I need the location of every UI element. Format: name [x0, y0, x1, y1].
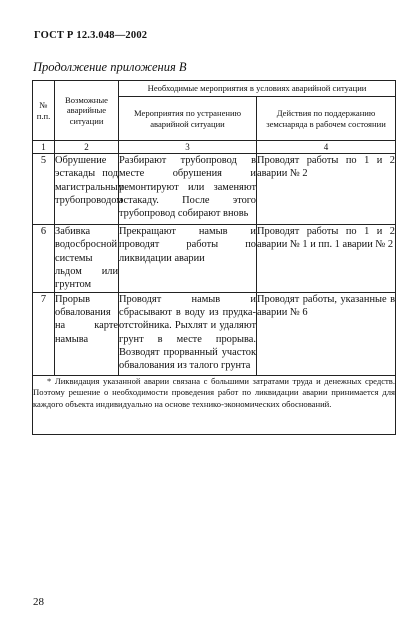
table-row: [33, 292, 396, 375]
row-maintenance: Проводят работы по 1 и 2 аварии № 1 и пп. 1 аварии № 2: [257, 225, 396, 293]
column-number: 3: [119, 141, 257, 154]
emergency-measures-table: [32, 80, 396, 435]
continuation-caption: Продолжение приложения В: [33, 60, 187, 74]
page-number: 28: [33, 596, 44, 608]
column-number: 1: [33, 141, 55, 154]
table-footnote: * Ликвидация указанной аварии связана с большими затратами труда и денежных средств. Поэтому решение о необходимости проведения работ по ликвидации аварии принимается для каждого объекта индивидуально на основе технико-экономических обоснований.: [33, 375, 396, 434]
column-number: 2: [55, 141, 119, 154]
row-situation: Забивка водосбросной системы льдом или грунтом: [55, 226, 118, 291]
column-number: 4: [257, 141, 396, 154]
table-row: [33, 154, 396, 225]
row-elimination: Разбирают трубопровод в месте обрушения и ремонтируют или заменяют эстакаду. После этого трубопровод собирают вновь: [119, 154, 257, 225]
table-row: [33, 225, 396, 293]
row-maintenance: Проводят работы по 1 и 2 аварии № 2: [257, 154, 396, 225]
header-measures-group: Необходимые мероприятия в условиях аварийной ситуации: [119, 81, 396, 97]
row-situation: Обрушение эстакады под магистральным трубопроводом: [55, 154, 119, 225]
document-code: ГОСТ Р 12.3.048—2002: [34, 30, 148, 41]
header-num: № п.п.: [33, 81, 55, 141]
row-num: 5: [33, 154, 55, 225]
header-situation: Возможные аварийные ситуации: [55, 81, 119, 141]
row-maintenance: Проводят работы, указанные в аварии № 6: [257, 292, 396, 375]
row-num: 6: [33, 225, 55, 293]
header-elimination: Мероприятия по устранению аварийной ситуации: [119, 97, 257, 141]
row-elimination: Прекращают намыв и проводят работы по ликвидации аварии: [119, 225, 257, 293]
row-num: 7: [33, 292, 55, 375]
row-elimination: Проводят намыв и сбрасывают в воду из прудка-отстойника. Рыхлят и удаляют грунт в месте прорыва. Возводят прорванный участок обвалования из талого грунта: [119, 292, 257, 375]
header-maintenance: Действия по поддержанию земснаряда в рабочем состоянии: [257, 97, 396, 141]
row-situation: Прорыв обвалования на карте намыва: [55, 292, 119, 375]
